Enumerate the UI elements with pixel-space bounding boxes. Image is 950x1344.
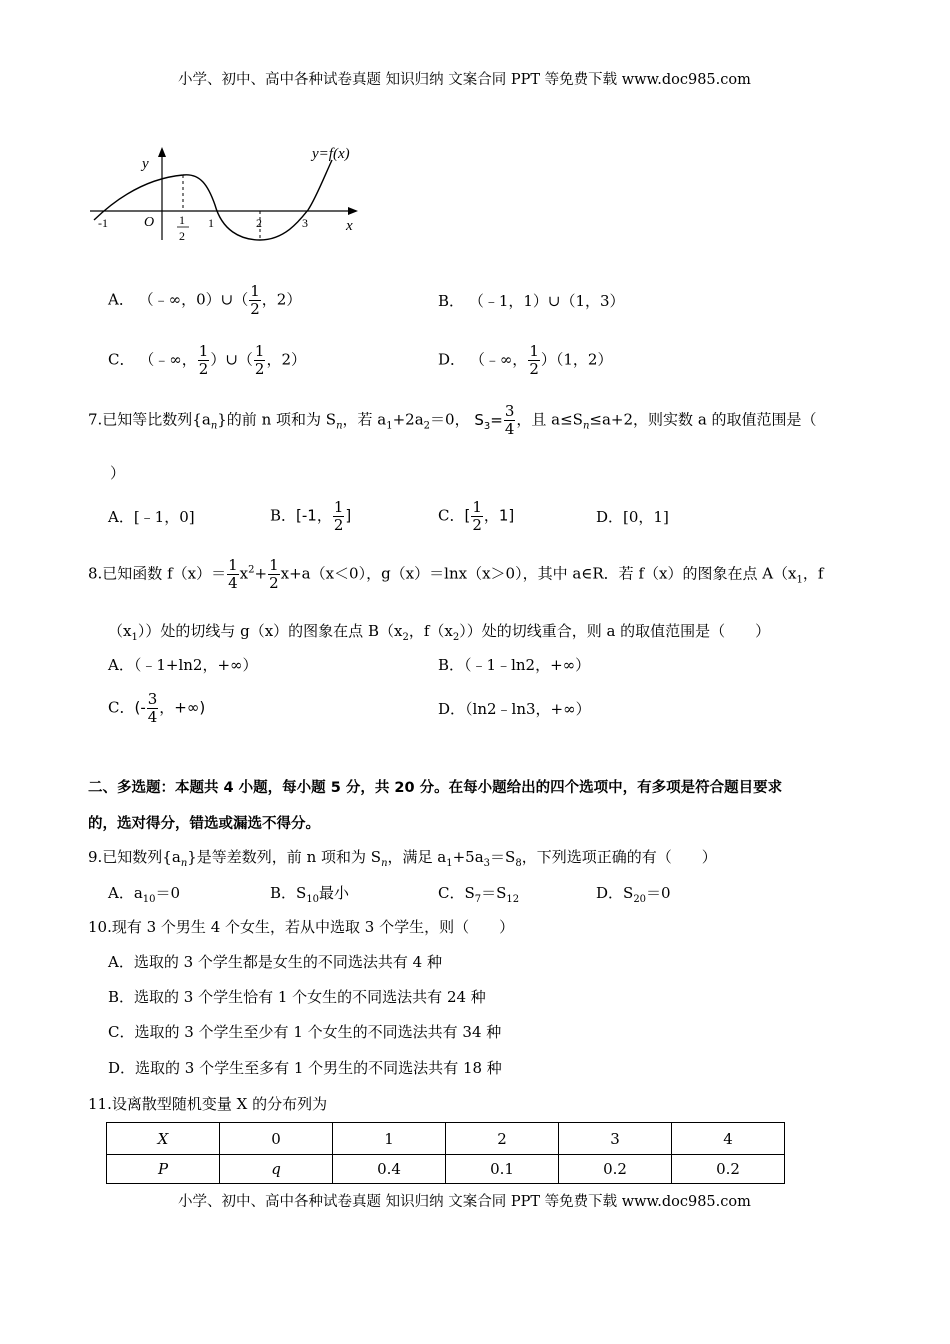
section2-heading-cont: 的，选对得分，错选或漏选不得分。 [88,816,320,832]
q11-stem: 11.设离散型随机变量 X 的分布列为 [88,1095,328,1113]
q7-stem: 7.已知等比数列$\{a_n\}$的前 n 项和为 $S_n$，若 $a_1+2a_2=0$， $S_3=$ $\frac{3}{4}$ ，且 $a\le S_n\le a+2$，则实数 a 的取值范围是（ [88,402,817,438]
text: C．S [438,884,475,902]
text: +5a [452,848,484,866]
text: ，满足 a [387,848,447,866]
text: 10 [306,894,320,905]
text: ，1] [483,506,515,525]
q6-c-mid: ）∪（ [210,350,253,369]
text: 8.已知函数 f（x）＝ [88,564,227,583]
origin-label: O [144,215,155,230]
q10-option-b: B．选取的 3 个学生恰有 1 个女生的不同选法共有 24 种 [108,988,486,1006]
y-axis-label: y [142,156,149,172]
text: B．S [270,884,307,902]
q6-c-pre: （﹣∞， [139,350,197,369]
text: 最小 [319,884,350,902]
table-cell: 0.4 [333,1155,446,1184]
text: = [490,410,503,429]
fraction: $\frac{3}{4}$ [147,690,158,726]
text: C． [438,506,465,525]
table-cell: 0.2 [672,1155,785,1184]
tick-half-den: 2 [179,229,185,243]
q10-option-a: A．选取的 3 个学生都是女生的不同选法共有 4 种 [108,953,442,971]
q8-stem-line2: $(x_1)$）处的切线与 g（x）的图象在点 $B(x_2$，$f(x_2)$）处的切线重合，则 a 的取值范围是（ ） [108,622,771,643]
q6-option-d [438,344,612,377]
tick-half-num: 1 [179,213,185,227]
text: S [474,410,484,429]
text: ，下列选项正确的有（ ） [521,848,717,866]
page-footer: 小学、初中、高中各种试卷真题 知识归纳 文案合同 PPT 等免费下载 www.doc985.com [178,1194,751,1210]
page-header: 小学、初中、高中各种试卷真题 知识归纳 文案合同 PPT 等免费下载 www.doc985.com [178,72,751,88]
q9-option-d [596,882,671,905]
q8-option-b: B．（﹣1﹣ln2，+∞） [438,656,591,674]
text: B． [270,506,297,525]
table-cell: 1 [333,1123,446,1155]
fraction: $\frac{1}{2}$ [472,498,482,534]
q9-option-b [270,882,349,905]
table-row [107,1123,785,1155]
fraction: $\frac{3}{4}$ [504,402,515,438]
q9-option-a [108,882,180,905]
q6-d-pre: （﹣∞， [469,350,528,369]
text: ＝S [481,884,507,902]
text: ，+∞) [159,698,206,717]
q7-option-b [270,500,351,533]
q6-a-pre: （﹣∞，0）∪（ [138,290,249,309]
q6-option-b [438,290,625,311]
q8-stem: 8.已知函数 f（x）＝ $\frac{1}{4}$ $x^2+$ $\frac{1}{2}$ x+a（x＜0），g（x）＝lnx（x＞0），其中 a∈R．若 f（x）的图象在点 $A(x_1$，f [88,556,824,592]
text: ，f [802,564,824,583]
text: [-1， [296,506,332,525]
q8-option-a: A．（﹣1+ln2，+∞） [108,656,258,674]
text: ））处的切线重合，则 a 的取值范围是（ ） [459,622,771,640]
q8-option-d: D．（ln2﹣ln3，+∞） [438,700,591,718]
text: C． [108,698,135,717]
text: +2a [392,410,424,429]
fraction: $\frac{1}{2}$ [250,282,260,318]
table-cell: 0.2 [559,1155,672,1184]
text: }的前 n 项和为 S [217,410,337,429]
text: 10 [142,894,156,905]
text: + [254,564,268,583]
table-cell: P [107,1155,220,1184]
q6-a-label: A． [108,290,134,309]
distribution-table [106,1122,785,1184]
q7-option-a: A．[﹣1，0] [108,508,195,526]
x-axis-label: x [346,218,353,234]
table-row [107,1155,785,1184]
text: 7.已知等比数列{a [88,410,211,429]
q10-option-d: D．选取的 3 个学生至多有 1 个男生的不同选法共有 18 种 [108,1059,502,1077]
q10-stem: 10.现有 3 个男生 4 个女生，若从中选取 3 个学生，则（ ） [88,918,515,936]
table-cell: X [107,1123,220,1155]
q10-option-c: C．选取的 3 个学生至少有 1 个女生的不同选法共有 34 种 [108,1023,502,1041]
fraction: $\frac{1}{2}$ [198,342,209,378]
text: ＝0 [646,884,671,902]
text: 9.已知数列{a [88,848,181,866]
fraction: $\frac{1}{2}$ [254,342,265,378]
table-cell: q [220,1155,333,1184]
q6-d-post: ）（1，2） [540,350,613,369]
text: 12 [506,894,520,905]
table-cell: 2 [446,1123,559,1155]
q6-c-label: C． [108,350,135,369]
text: ＝S [490,848,516,866]
tick-3: 3 [302,216,308,230]
x-axis-arrow [348,207,358,215]
text: ≤a+2，则实数 a 的取值范围是（ [589,410,817,429]
text: （x [108,622,132,640]
tick-2: 2 [256,216,262,230]
fraction: $\frac{1}{2}$ [269,556,279,592]
fraction: $\frac{1}{4}$ [228,556,238,592]
q6-b-label: B． [438,292,465,310]
y-axis-arrow [158,147,166,157]
q9-option-c [438,882,519,905]
text: x+a（x＜0），g（x）＝lnx（x＞0），其中 a∈R．若 f（x）的图象在点 A（x [280,564,797,583]
text: x [239,564,249,583]
text: 3 [483,420,491,432]
tick-1: 1 [208,216,214,230]
table-cell: 4 [672,1123,785,1155]
q7-option-c [438,500,514,533]
text: ，若 a [342,410,387,429]
func-label: y=f(x) [312,146,350,162]
text: ＝0， [430,410,470,429]
section2-heading: 二、多选题：本题共 4 小题，每小题 5 分，共 20 分。在每小题给出的四个选项中，有多项是符合题目要求 [88,780,783,796]
q8-option-c [108,692,205,725]
q6-option-c [108,344,306,377]
text: ，f（x [408,622,453,640]
text: (- [134,698,146,717]
q6-a-post: ，2） [261,290,302,309]
s3-expr [474,410,503,432]
function-graph [80,140,380,260]
table-cell: 0 [220,1123,333,1155]
text: 20 [633,894,647,905]
q9-stem: 9.已知数列$\{a_n\}$是等差数列，前 n 项和为 $S_n$，满足 $a_1+5a_3=S_8$，下列选项正确的有（ ） [88,848,717,869]
q7-close: ） [110,464,126,482]
fraction: $\frac{1}{2}$ [529,342,539,378]
q6-c-post: ，2） [266,350,306,369]
text: [ [464,506,471,525]
text: D．S [596,884,634,902]
q7-option-d: D．[0，1] [596,508,669,526]
fraction: $\frac{1}{2}$ [333,498,344,534]
text: ＝0 [155,884,181,902]
q6-option-a [108,284,301,317]
table-cell: 3 [559,1123,672,1155]
q6-d-label: D． [438,350,466,369]
q6-b-text: （﹣1，1）∪（1，3） [468,292,625,310]
text: ））处的切线与 g（x）的图象在点 B（x [137,622,403,640]
text: ，且 a≤S [516,410,583,429]
text: 7 [474,894,482,905]
text: A．a [108,884,143,902]
tick-neg1: -1 [98,216,108,230]
text: ] [345,506,352,525]
text: }是等差数列，前 n 项和为 S [187,848,382,866]
table-cell: 0.1 [446,1155,559,1184]
